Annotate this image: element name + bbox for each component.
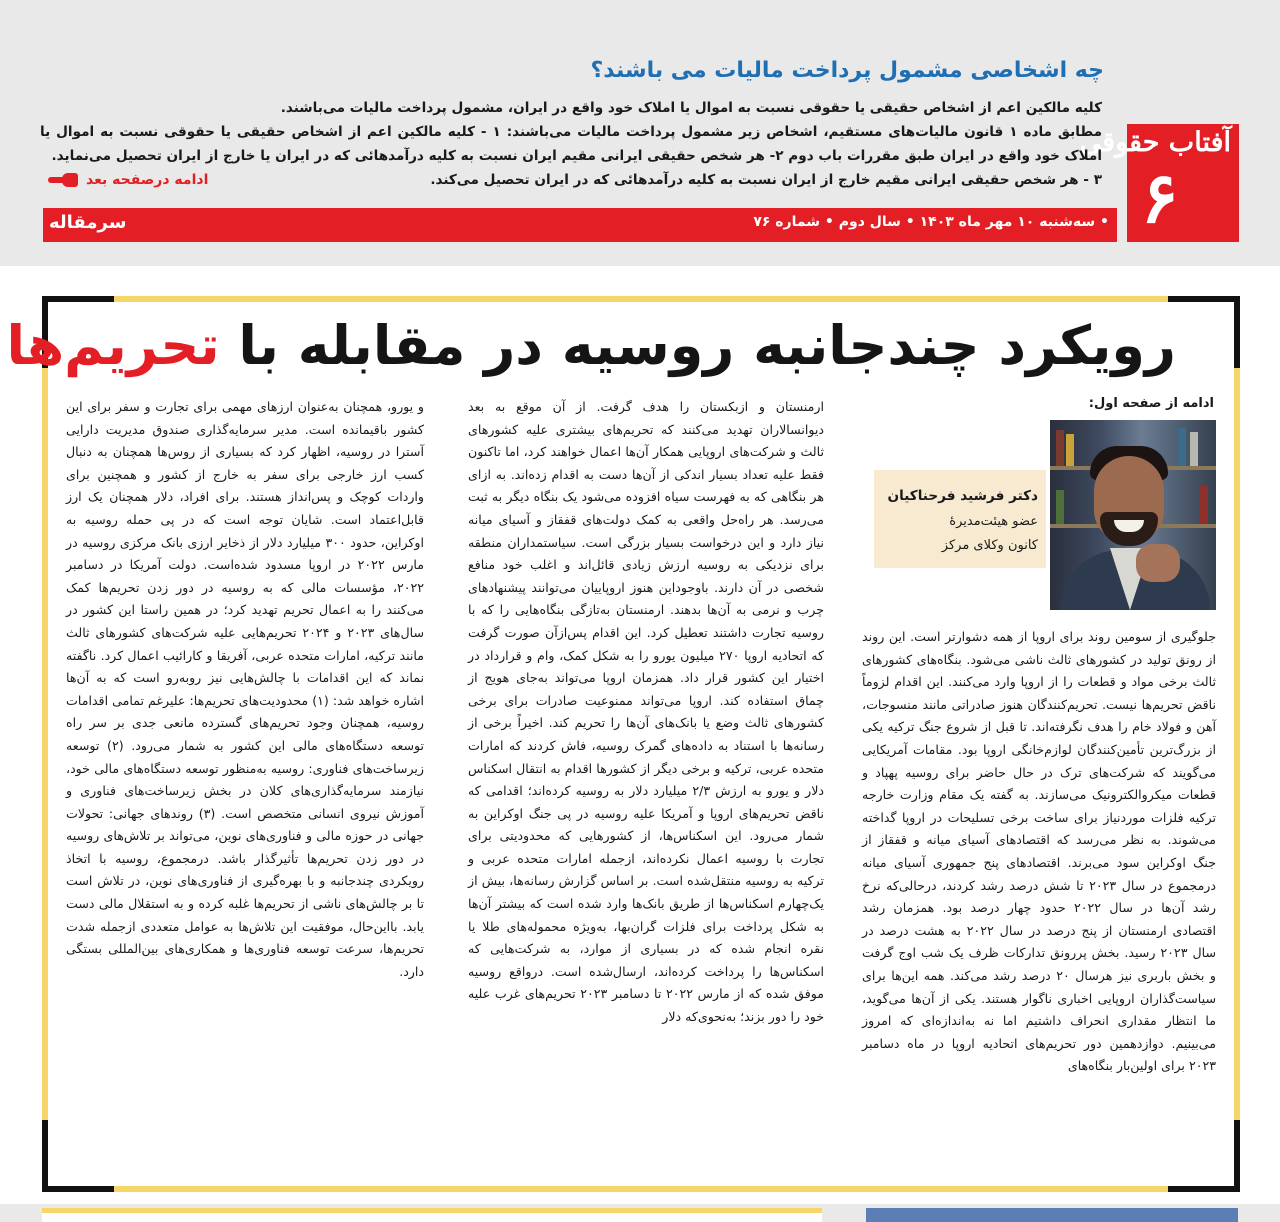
lead-line: مطابق ماده ۱ قانون مالیات‌های مستقیم، اشخاص زیر مشمول پرداخت مالیات می‌باشند: ۱ - کلیه مالکین اعم از اشخاص حقیقی یا حقوقی نسبت به اموال یا املاک خود واقع در ایران طبق مقررات باب دوم ۲- هر شخص حقیقی ایرانی مقیم ایران نسبت به کلیه درآمدهائی که در ایران یا خارج از ایران تحصیل می‌نماید. <box>40 124 1102 164</box>
author-role-line: عضو هیئت‌مدیرهٔ <box>949 514 1038 529</box>
author-role-line: کانون وکلای مرکز <box>941 538 1038 553</box>
brand-logo: آفتاب حقوقی <box>1079 127 1231 158</box>
dateline: • سه‌شنبه ۱۰ مهر ماه ۱۴۰۳ • سال دوم • شماره ۷۶ <box>753 214 1109 230</box>
author-name: دکتر فرشید فرحناکیان <box>887 488 1038 504</box>
lead-question: چه اشخاصی مشمول پرداخت مالیات می باشند؟ <box>590 58 1104 83</box>
article-column-left <box>66 396 424 983</box>
author-photo <box>1050 420 1216 610</box>
brand-badge <box>1079 124 1239 242</box>
next-section-strip <box>0 1204 1280 1222</box>
continue-next-link[interactable] <box>48 172 208 188</box>
author-role <box>942 510 1038 558</box>
author-box <box>874 470 1046 568</box>
column-text: ارمنستان و ازبکستان را هدف گرفت. از آن موقع به بعد دیوانسالاران تهدید می‌کنند که تحریم‌های بیشتری علیه کشورهای ثالث و شرکت‌های اروپایی همکار آن‌ها اعمال خواهند کرد، اما تاکنون فقط علیه تعداد بسیار اندکی از آن‌ها دست به اقدام زده‌اند. به ازای هر بنگاهی که به فهرست سیاه افزوده می‌شود یک بنگاه دیگر به ثبت می‌رسد. هر راه‌حل واقعی به کمک دولت‌های قفقاز و آسیای میانه نیاز دارد و این درخواست بسیار بزرگی است. سیاستمداران منطقه برای نزدیکی به روسیه ارزش زیادی قائل‌اند و اغلب خود منافع شخصی در آن دارند. باوجوداین هنوز اروپاییان می‌توانند پیشنهادهای چرب و نرمی به آن‌ها بدهند. ارمنستان به‌تازگی بنگاه‌هایی را که با روسیه تجارت داشتند تعطیل کرد. این اقدام پس‌ازآن صورت گرفت که اتحادیه اروپا ۲۷۰ میلیون یورو را به شکل کمک، وام و قرارداد در اختیار این کشور قرار داد. همزمان اروپا می‌تواند به‌جای هویج از چماق استفاده کند. اروپا می‌تواند ممنوعیت صادرات برای برخی کشورهای ثالث وضع یا بانک‌های آن‌ها را تحریم کند. اخیراً برخی از رسانه‌ها با استناد به داده‌های گمرک روسیه، فاش کردند که امارات متحده عربی، ترکیه و برخی دیگر از کشورها اقدام به انتقال اسکناس دلار و یورو به ارزش ۲/۳ میلیارد دلار به روسیه کرده‌اند؛ اقدامی که ناقض تحریم‌های اروپا و آمریکا علیه روسیه در پی جنگ اوکراین به شمار می‌رود. این اسکناس‌ها، از کشورهایی که محدودیتی برای تجارت با روسیه اعمال نکرده‌اند، ازجمله امارات متحده عربی و ترکیه به روسیه منتقل‌شده است. بر اساس گزارش رسانه‌ها، بیش از یک‌چهارم اسکناس‌ها از طریق بانک‌ها وارد شده است که بیشتر آن‌ها به شکل پرداخت برای فلزات گران‌بها، به‌ویژه محموله‌های طلا یا نقره انجام شده که در بسیاری از موارد، به شرکت‌هایی که اسکناس‌ها را پرداخت کرده‌اند، ارسال‌شده است. درواقع روسیه موفق شده که از مارس ۲۰۲۲ تا دسامبر ۲۰۲۳ تحریم‌های غرب علیه خود را دور بزند؛ به‌نحوی‌که دلار <box>468 399 824 1025</box>
column-text: و یورو، همچنان به‌عنوان ارزهای مهمی برای تجارت و سفر برای این کشور باقیمانده است. مدیر سرمایه‌گذاری صندوق مدیریت دارایی آسترا در روسیه، اظهار کرد که بسیاری از روس‌ها همچنان به دنبال کسب ارز خارجی برای سفر به خارج از کشور و همچنین برای واردات کوچک و پس‌انداز هستند. برای افراد، دلار همچنان یک ارز قابل‌اعتماد است. شایان توجه است که در پی حمله روسیه به اوکراین، حدود ۳۰۰ میلیارد دلار از ذخایر ارزی بانک مرکزی روسیه در مارس ۲۰۲۲ در اروپا مسدود شده‌است. دولت آمریکا در دسامبر ۲۰۲۲، مؤسسات مالی که به روسیه در دور زدن تحریم‌ها کمک می‌کنند را به اعمال تحریم تهدید کرد؛ در همین راستا این کشور در سال‌های ۲۰۲۳ و ۲۰۲۴ تحریم‌هایی علیه شرکت‌های کشورهای ثالث مانند ترکیه، امارات متحده عربی، آفریقا و کارائیب اعمال کرد. ناگفته نماند که این اقدامات با چالش‌هایی نیز روبه‌رو است که به آن‌ها اشاره خواهد شد: (۱) محدودیت‌های تحریم‌ها: علیرغم تمامی اقدامات روسیه، همچنان وجود تحریم‌های گسترده مانعی جدی بر سر راه توسعه دستگاه‌های مالی این کشور به شمار می‌رود. (۲) توسعه زیرساخت‌های فناوری: روسیه به‌منظور توسعه دستگاه‌های مالی خود، نیازمند سرمایه‌گذاری‌های کلان در بخش زیرساخت‌های فناوری و آموزش نیروی انسانی متخصص است. (۳) روندهای جهانی: تحولات جهانی در حوزه مالی و فناوری‌های نوین، می‌تواند بر تلاش‌های روسیه در دور زدن تحریم‌ها تأثیرگذار باشد. درمجموع، روسیه با اتخاذ رویکردی چندجانبه و با بهره‌گیری از فناوری‌های نوین، در تلاش است تا بر چالش‌های ناشی از تحریم‌ها غلبه کرده و به استقلال مالی دست یابد. بااین‌حال، موفقیت این تلاش‌ها به عوامل متعددی ازجمله شدت تحریم‌ها، سرعت توسعه فناوری‌ها و همکاری‌های بین‌المللی بستگی دارد. <box>66 399 425 979</box>
column-text: جلوگیری از سومین روند برای اروپا از همه دشوارتر است. این روند از رونق تولید در کشورهای ثالث ناشی می‌شود. بنگاه‌های کشورهای ثالث برخی مواد و قطعات را از اروپا وارد می‌کنند. این اقدام لزوماً ناقض تحریم‌ها نیست. تحریم‌کنندگان هنوز صادراتی مانند منسوجات، آهن و فولاد خام را هدف نگرفته‌اند. تا قبل از شروع جنگ ترکیه یکی از بزرگ‌ترین تأمین‌کنندگان لوازم‌خانگی اروپا بود. مقامات آمریکایی می‌گویند که شرکت‌های ترک در حال حاضر برای روسیه پهپاد و قطعات میکروالکترونیک می‌سازند. به گفته یک مقام وزارت خارجه ترکیه فلزات موردنیاز برای ساخت برخی تسلیحات در اروپا گداخته می‌شوند. به نظر می‌رسد که اقتصادهای آسیای میانه و قفقاز از جنگ اوکراین سود می‌برند. اقتصادهای پنج جمهوری آسیای میانه درمجموع در سال ۲۰۲۳ تا شش درصد رشد کردند، درحالی‌که نرخ رشد آن‌ها در سال ۲۰۲۲ حدود چهار درصد بود. همزمان رشد اقتصادی ارمنستان از پنج درصد در سال ۲۰۲۲ به هشت درصد در سال ۲۰۲۳ رسید. بخش پررونق تدارکات ظرف یک شب اوج گرفت و بخش باربری نیز هرسال ۲۰ درصد رشد می‌کند. همه این‌ها برای سیاست‌گذاران اروپایی اخباری ناگوار هستند. یکی از آن‌ها می‌گوید، ما انتظار مقداری انحراف داشتیم اما نه به‌اندازه‌ای که امروز می‌بینیم. دوازدهمین دور تحریم‌های اتحادیه اروپا در ماه دسامبر ۲۰۲۳ برای اولین‌بار بنگاه‌های <box>862 629 1217 1074</box>
page-number: ۶ <box>1141 156 1179 239</box>
lead-line: کلیه مالکین اعم از اشخاص حقیقی یا حقوقی نسبت به اموال یا املاک خود واقع در ایران، مشمول پرداخت مالیات می‌باشند. <box>280 100 1102 116</box>
article-column-middle <box>468 396 824 1029</box>
continue-next-label: ادامه درصفحه بعد <box>86 172 209 188</box>
headline-main: رویکرد چندجانبه روسیه در مقابله با <box>219 314 1176 377</box>
section-label: سرمقاله <box>49 212 127 233</box>
pointing-hand-icon <box>48 173 78 187</box>
article-headline <box>6 306 1176 386</box>
dateline-bar <box>43 208 1117 242</box>
continued-from: ادامه از صفحه اول: <box>1088 396 1214 411</box>
article-column-right <box>862 626 1216 1078</box>
headline-highlight: تحریم‌ها <box>6 314 220 377</box>
lead-line: ۳ - هر شخص حقیقی ایرانی مقیم خارج از ایران نسبت به کلیه درآمدهائی که در ایران تحصیل می‌کند. <box>430 172 1102 188</box>
